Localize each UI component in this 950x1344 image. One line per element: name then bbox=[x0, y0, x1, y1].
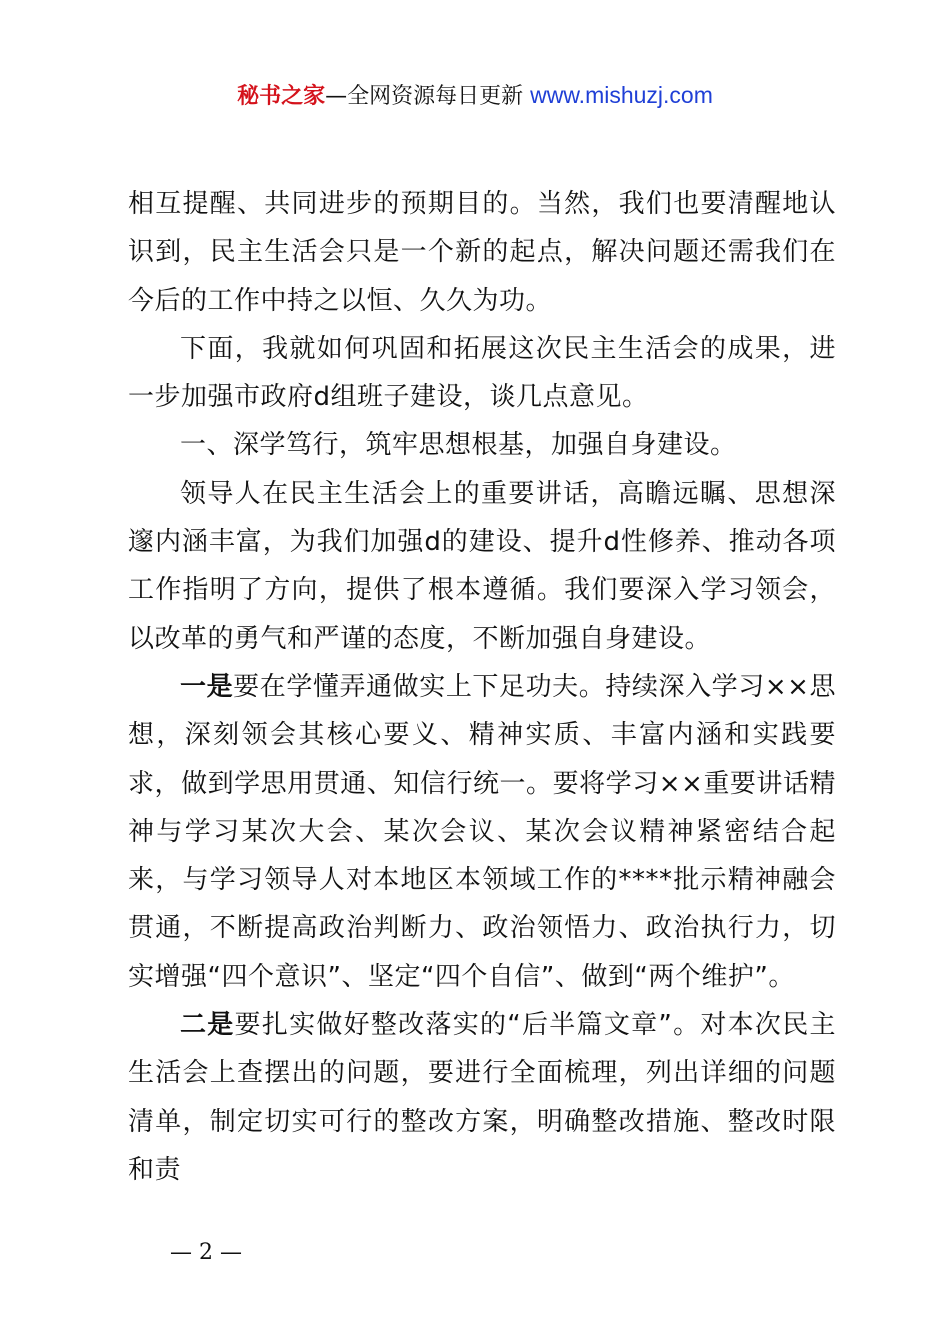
point-text-1: 要在学懂弄通做实上下足功夫。持续深入学习××思想，深刻领会其核心要义、精神实质、丰富内涵和实践要求，做到学思用贯通、知信行统一。要将学习××重要讲话精神与学习某次大会、某次会议、某次会议精神紧密结合起来，与学习领导人对本地区本领域工作的****批示精神融会贯通，不断提高政治判断力、政治领悟力、政治执行力，切实增强“四个意识”、坚定“四个自信”、做到“两个维护”。 bbox=[128, 671, 836, 992]
paragraph-1: 相互提醒、共同进步的预期目的。当然，我们也要清醒地认识到，民主生活会只是一个新的起点，解决问题还需我们在今后的工作中持之以恒、久久为功。 bbox=[128, 189, 836, 316]
paragraph-4: 领导人在民主生活会上的重要讲话，高瞻远瞩、思想深邃内涵丰富，为我们加强d的建设、提升d性修养、推动各项工作指明了方向，提供了根本遵循。我们要深入学习领会，以改革的勇气和严谨的态度，不断加强自身建设。 bbox=[128, 478, 836, 654]
section-heading-1: 一、深学笃行，筑牢思想根基，加强自身建设。 bbox=[180, 430, 737, 461]
page-number: — 2 — bbox=[170, 1240, 242, 1265]
point-lead-1: 一是 bbox=[180, 671, 234, 702]
brand-name: 秘书之家 bbox=[237, 84, 326, 109]
document-body bbox=[128, 180, 836, 1194]
paragraph-2: 下面，我就如何巩固和拓展这次民主生活会的成果，进一步加强市政府d组班子建设，谈几点意见。 bbox=[128, 333, 836, 413]
site-url-link[interactable]: www.mishuzj.com bbox=[530, 82, 713, 108]
paragraph-6 bbox=[128, 1001, 836, 1194]
paragraph-5 bbox=[128, 663, 836, 1001]
point-text-2: 要扎实做好整改落实的“后半篇文章”。对本次民主生活会上查摆出的问题，要进行全面梳理，列出详细的问题清单，制定切实可行的整改方案，明确整改措施、整改时限和责 bbox=[128, 1010, 836, 1185]
point-lead-2: 二是 bbox=[180, 1010, 235, 1041]
header-tagline: —全网资源每日更新 bbox=[325, 84, 531, 109]
site-header bbox=[0, 78, 950, 114]
